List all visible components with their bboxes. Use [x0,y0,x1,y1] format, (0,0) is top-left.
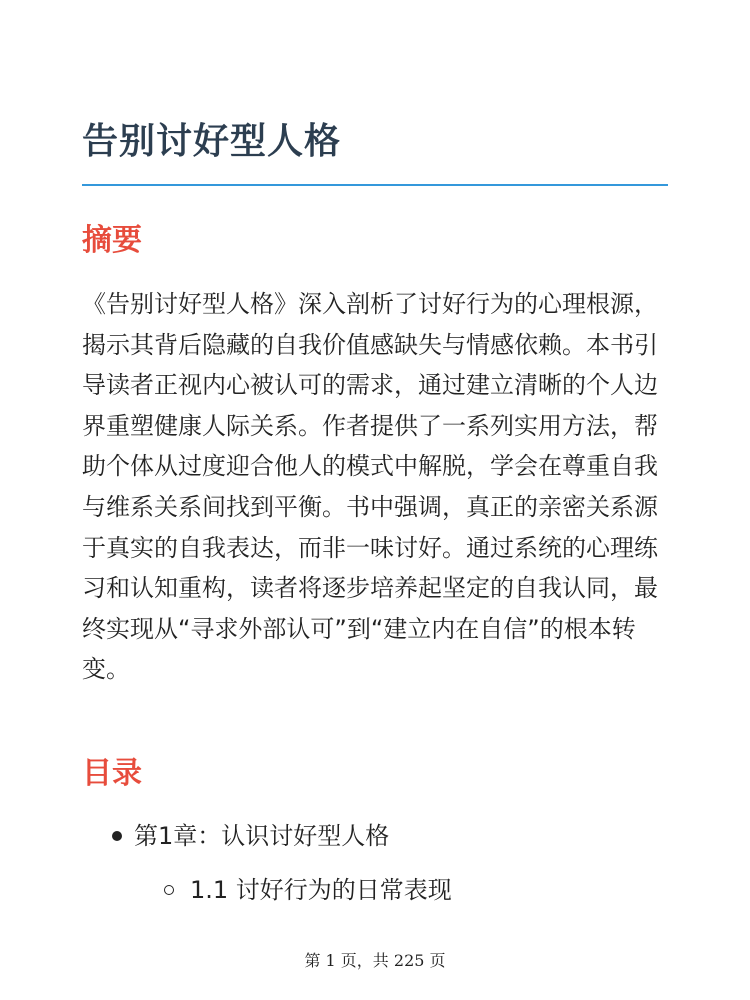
table-of-contents [82,816,672,904]
toc-sublist [82,870,672,910]
toc-heading: 目录 [82,756,142,791]
toc-chapter-item[interactable] [82,816,672,904]
page-title: 告别讨好型人格 [82,121,342,162]
summary-paragraph: 《告别讨好型人格》深入剖析了讨好行为的心理根源，揭示其背后隐藏的自我价值感缺失与情感依赖。本书引导读者正视内心被认可的需求，通过建立清晰的个人边界重塑健康人际关系。作者提供了一系列实用方法，帮助个体从过度迎合他人的模式中解脱，学会在尊重自我与维系关系间找到平衡。书中强调，真正的亲密关系源于真实的自我表达，而非一味讨好。通过系统的心理练习和认知重构，读者将逐步培养起坚定的自我认同，最终实现从“寻求外部认可”到“建立内在自信”的根本转变。 [82,290,658,684]
toc-section-label: 1.1 讨好行为的日常表现 [190,876,452,904]
toc-section-item[interactable] [82,870,672,910]
toc-chapter-label: 第1章：认识讨好型人格 [134,822,390,850]
bullet-disc-icon [112,831,122,841]
bullet-circle-icon [164,885,174,895]
page-number-footer: 第 1 页，共 225 页 [304,951,446,970]
title-divider [82,184,668,186]
summary-heading: 摘要 [82,223,142,258]
